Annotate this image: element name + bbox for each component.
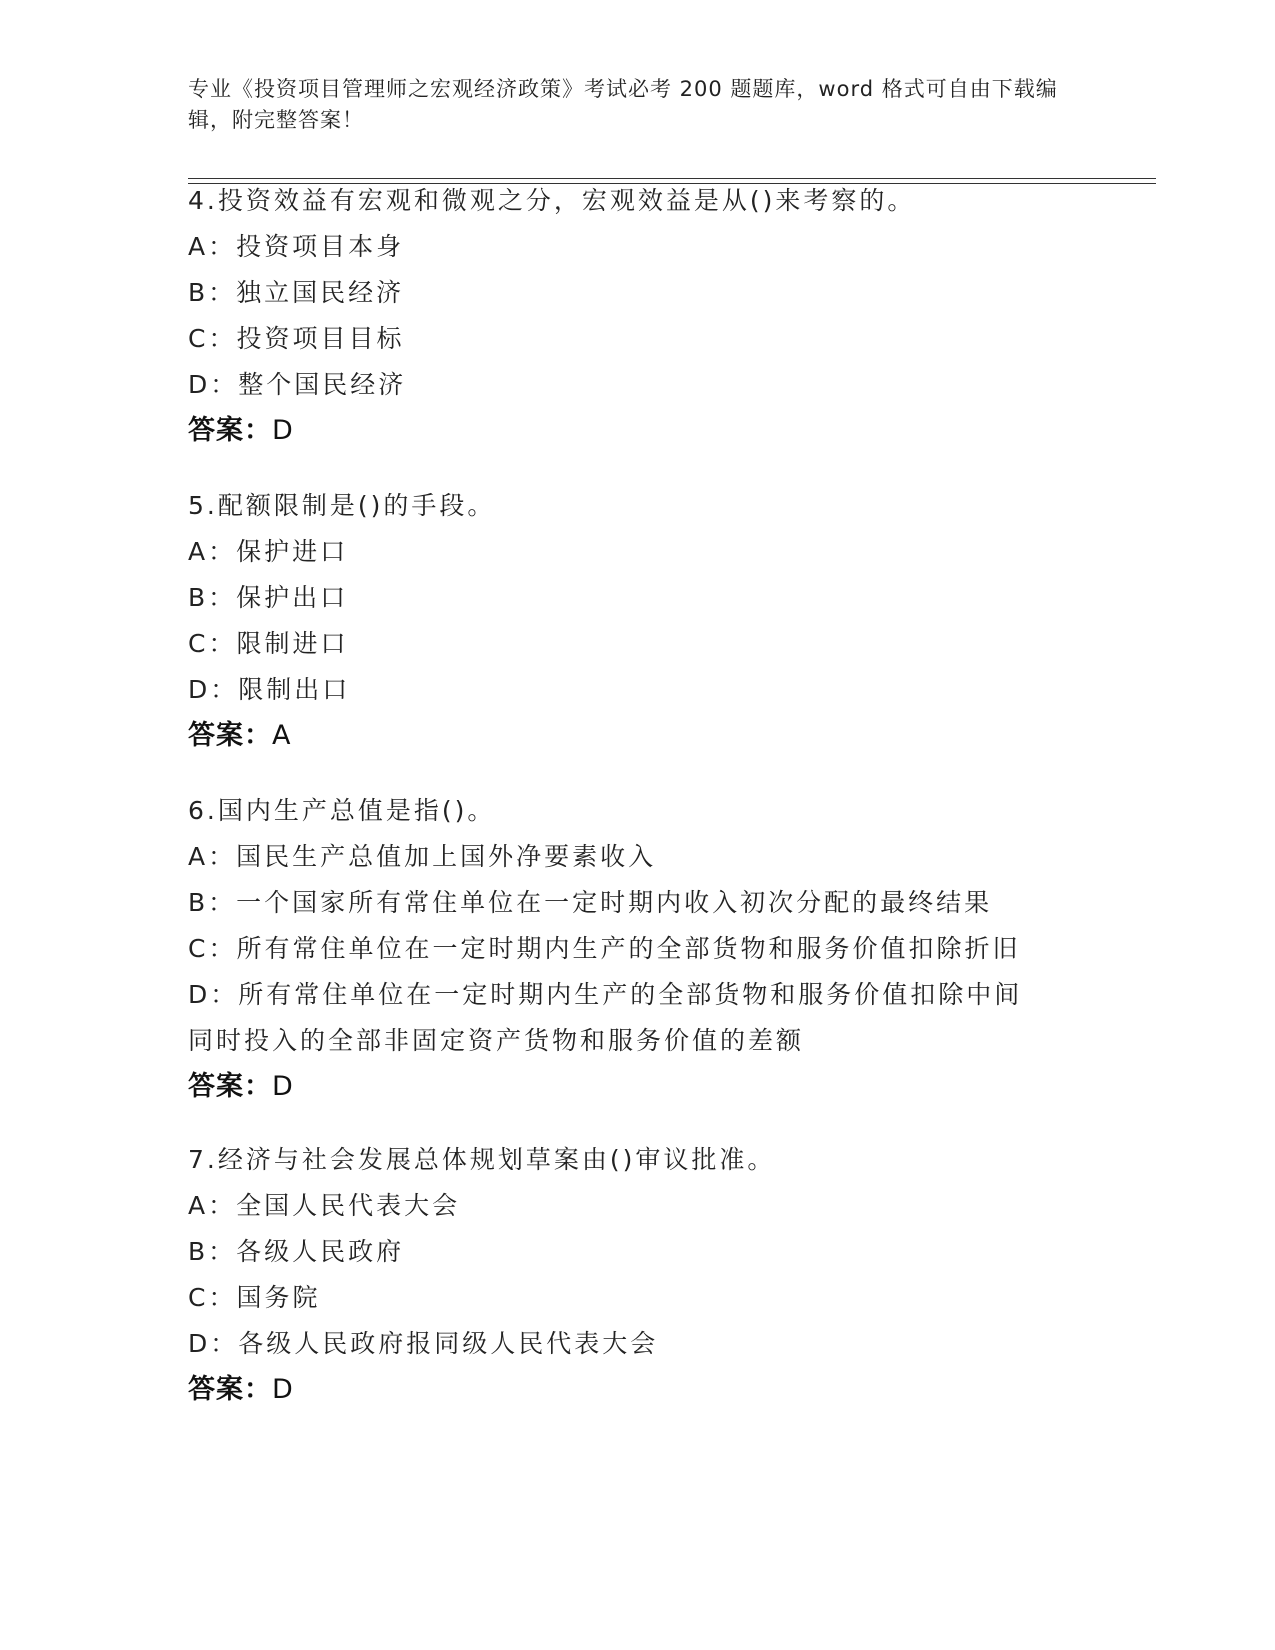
question-7	[188, 1137, 1088, 1413]
answer-line	[188, 1367, 1088, 1413]
answer-label: 答案：	[188, 1374, 272, 1405]
option-c: C：所有常住单位在一定时期内生产的全部货物和服务价值扣除折旧	[188, 934, 1021, 963]
option-c: C：限制进口	[188, 629, 349, 658]
option-c: C：国务院	[188, 1283, 321, 1312]
answer-value: D	[272, 1071, 294, 1102]
answer-line	[188, 408, 1088, 454]
option-d: D：各级人民政府报同级人民代表大会	[188, 1329, 659, 1358]
option-d: D：整个国民经济	[188, 370, 407, 399]
answer-line	[188, 1064, 1088, 1110]
option-c: C：投资项目目标	[188, 324, 405, 353]
option-b: B：一个国家所有常住单位在一定时期内收入初次分配的最终结果	[188, 888, 993, 917]
option-a: A：投资项目本身	[188, 232, 405, 261]
answer-line	[188, 713, 1088, 759]
question-stem: 7.经济与社会发展总体规划草案由()审议批准。	[188, 1145, 776, 1174]
option-a: A：保护进口	[188, 537, 349, 566]
option-a: A：国民生产总值加上国外净要素收入	[188, 842, 657, 871]
answer-value: D	[272, 1374, 294, 1405]
option-b: B：保护出口	[188, 583, 349, 612]
option-d: D：所有常住单位在一定时期内生产的全部货物和服务价值扣除中间同时投入的全部非固定资产货物和服务价值的差额	[188, 980, 1023, 1055]
option-a: A：全国人民代表大会	[188, 1191, 461, 1220]
question-stem: 4.投资效益有宏观和微观之分，宏观效益是从()来考察的。	[188, 186, 916, 215]
option-d: D：限制出口	[188, 675, 351, 704]
question-6	[188, 788, 1088, 1110]
answer-label: 答案：	[188, 415, 272, 446]
answer-label: 答案：	[188, 1071, 272, 1102]
question-4	[188, 178, 1088, 454]
answer-value: D	[272, 415, 294, 446]
option-b: B：各级人民政府	[188, 1237, 405, 1266]
question-stem: 6.国内生产总值是指()。	[188, 796, 496, 825]
question-5	[188, 483, 1088, 759]
question-stem: 5.配额限制是()的手段。	[188, 491, 496, 520]
option-b: B：独立国民经济	[188, 278, 405, 307]
answer-value: A	[272, 720, 292, 751]
answer-label: 答案：	[188, 720, 272, 751]
document-header: 专业《投资项目管理师之宏观经济政策》考试必考 200 题题库，word 格式可自由下载编辑，附完整答案！	[188, 77, 1058, 132]
